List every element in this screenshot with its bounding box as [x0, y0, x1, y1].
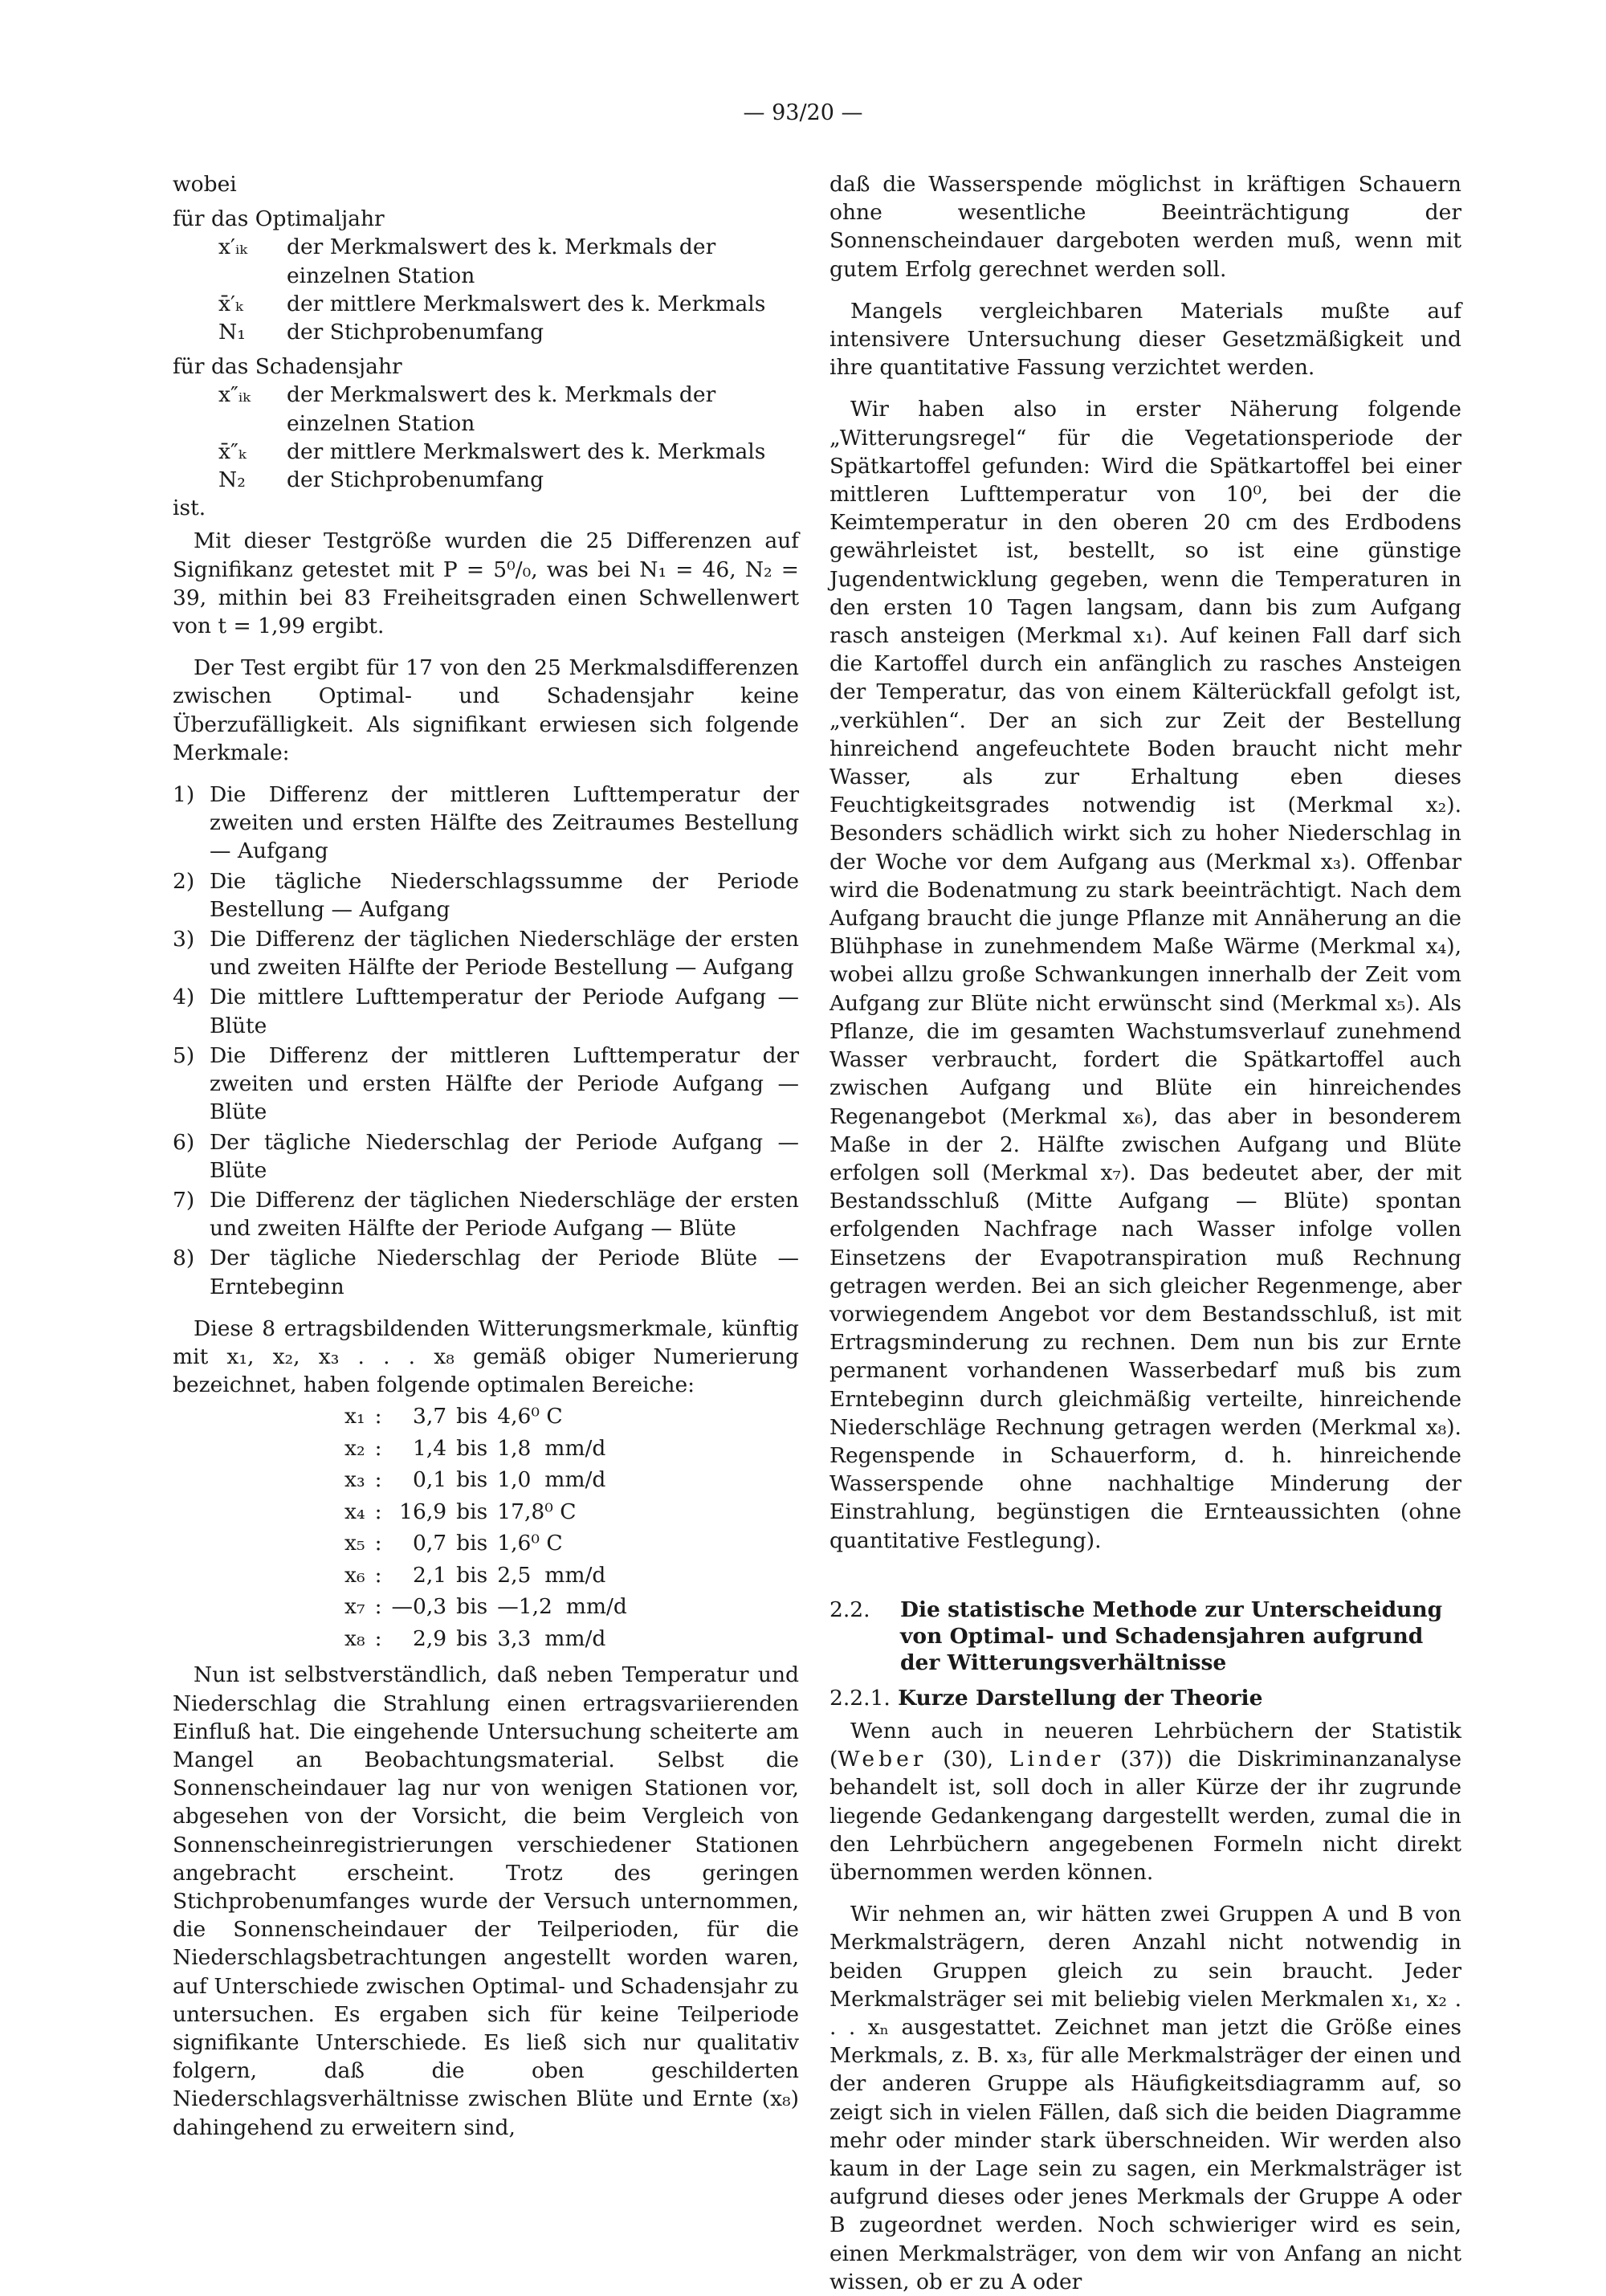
range-variable: x₁	[344, 1404, 365, 1429]
range-variable: x₆	[344, 1562, 365, 1588]
list-item	[173, 1244, 799, 1300]
range-colon: :	[374, 1562, 382, 1588]
range-bis: bis	[456, 1467, 488, 1493]
list-item	[173, 1128, 799, 1185]
definition-text: der Stichprobenumfang	[287, 320, 544, 345]
range-bis: bis	[456, 1499, 488, 1524]
range-to: 3,3 mm/d	[497, 1625, 606, 1651]
list-item	[173, 983, 799, 1039]
range-to: 1,6⁰ C	[497, 1531, 563, 1556]
list-text: Die Differenz der täglichen Niederschläge der ersten und zweiten Hälfte der Periode Bestellung — Aufgang	[210, 927, 799, 981]
range-bis: bis	[456, 1531, 488, 1556]
paragraph-optimal-ranges: Diese 8 ertragsbildenden Witterungsmerkmale, künftig mit x₁, x₂, x₃ . . . x₈ gemäß obiger Numerierung bezeichnet, haben folgende optimalen Bereiche:	[173, 1315, 799, 1398]
range-variable: x₃	[344, 1467, 365, 1493]
damage-definitions	[173, 381, 799, 494]
list-text: Die Differenz der mittleren Lufttemperatur der zweiten und ersten Hälfte des Zeitraumes Bestellung — Aufgang	[210, 782, 799, 864]
ist-text: ist.	[173, 495, 206, 521]
range-colon: :	[374, 1404, 382, 1429]
paragraph-two-groups: Wir nehmen an, wir hätten zwei Gruppen A und B von Merkmalsträgern, deren Anzahl nicht notwendig in beiden Gruppen gleich zu sein braucht. Jeder Merkmalsträger sei mit beliebig vielen Merkmalen x₁, x₂ . . . xₙ ausgestattet. Zeichnet man jetzt die Größe eines Merkmals, z. B. x₃, für alle Merkmalsträger der einen und der anderen Gruppe als Häufigkeitsdiagramm auf, so zeigt sich in vielen Fällen, daß sich die beiden Diagramme mehr oder minder stark überschneiden. Wir werden also kaum in der Lage sein zu sagen, ein Merkmalsträger ist aufgrund dieses oder jenes Merkmals der Gruppe A oder B zugeordnet werden. Noch schwieriger wird es sein, einen Merkmalsträger, von dem wir von Anfang an nicht wissen, ob er zu A oder	[829, 1902, 1461, 2294]
range-row	[340, 1496, 632, 1528]
range-bis: bis	[456, 1562, 488, 1588]
page-number: — 93/20 —	[743, 100, 863, 125]
range-from: 3,7	[413, 1404, 447, 1429]
list-number: 7)	[173, 1187, 195, 1213]
range-colon: :	[374, 1625, 382, 1651]
list-number: 2)	[173, 868, 195, 894]
range-variable: x₅	[344, 1531, 365, 1556]
range-to: 2,5 mm/d	[497, 1562, 606, 1588]
list-number: 6)	[173, 1129, 195, 1155]
range-colon: :	[374, 1499, 382, 1524]
range-row	[340, 1401, 632, 1433]
left-column	[173, 170, 799, 2142]
list-text: Die mittlere Lufttemperatur der Periode Aufgang — Blüte	[210, 985, 799, 1038]
range-to: 4,6⁰ C	[497, 1404, 563, 1429]
definition-text: der Merkmalswert des k. Merkmals der einzelnen Station	[287, 234, 716, 288]
text-segment: (30),	[927, 1747, 1009, 1772]
subsection-number: 2.2.1.	[829, 1685, 891, 1711]
range-from: 2,9	[413, 1625, 447, 1651]
range-row	[340, 1591, 632, 1623]
paragraph-test-result: Der Test ergibt für 17 von den 25 Merkmalsdifferenzen zwischen Optimal- und Schadensjahr keine Überzufälligkeit. Als signifikant erwiesen sich folgende Merkmale:	[173, 655, 799, 765]
range-variable: x₂	[344, 1435, 365, 1461]
definition-symbol: x̄″ₖ	[218, 438, 247, 464]
section-title: Die statistische Methode zur Unterscheidung von Optimal- und Schadensjahren aufgrund der Witterungsverhältnisse	[900, 1597, 1443, 1675]
range-to: 1,8 mm/d	[497, 1435, 606, 1461]
range-colon: :	[374, 1594, 382, 1620]
definition-symbol: x̄′ₖ	[218, 291, 243, 316]
range-from: 0,1	[413, 1467, 447, 1493]
range-colon: :	[374, 1435, 382, 1461]
author-linder: Linder	[1009, 1747, 1105, 1772]
definition-text: der Stichprobenumfang	[287, 467, 544, 493]
range-row	[340, 1560, 632, 1592]
list-item	[173, 925, 799, 981]
paragraph-theory-intro	[829, 1717, 1461, 1886]
range-from: 1,4	[413, 1435, 447, 1461]
list-item	[173, 781, 799, 866]
subsection-heading	[829, 1684, 1461, 1712]
list-item	[173, 1042, 799, 1127]
list-number: 8)	[173, 1246, 195, 1271]
range-bis: bis	[456, 1625, 488, 1651]
range-to: 1,0 mm/d	[497, 1467, 606, 1493]
optimal-ranges-table	[340, 1401, 632, 1654]
range-row	[340, 1527, 632, 1560]
list-number: 4)	[173, 985, 195, 1010]
range-from: 16,9	[399, 1499, 447, 1524]
definition-symbol: x′ᵢₖ	[218, 234, 247, 260]
subsection-title: Kurze Darstellung der Theorie	[898, 1685, 1263, 1711]
definition-symbol: x″ᵢₖ	[218, 382, 251, 408]
definition-symbol: N₂	[218, 467, 246, 493]
paragraph-lack-of-material: Mangels vergleichbaren Materials mußte auf intensivere Untersuchung dieser Gesetzmäßigkeit und ihre quantitative Fassung verzichtet werden.	[829, 298, 1461, 381]
range-bis: bis	[456, 1435, 488, 1461]
range-variable: x₄	[344, 1499, 365, 1524]
list-number: 5)	[173, 1042, 195, 1068]
section-heading	[829, 1597, 1461, 1676]
range-to: 17,8⁰ C	[497, 1499, 577, 1524]
definition-row	[218, 290, 799, 318]
definition-row	[218, 318, 799, 346]
text-segment: Wenn auch in neueren Lehrbüchern der Statistik (	[829, 1718, 1461, 1772]
paragraph-weather-rule: Wir haben also in erster Näherung folgende „Witterungsregel“ für die Vegetationsperiode der Spätkartoffel gefunden: Wird die Spätkartoffel bei einer mittleren Lufttemperatur von 10⁰, bei der die Keimtemperatur in den oberen 20 cm des Erdbodens gewährleistet ist, bestellt, so ist eine günstige Jugendentwicklung gegeben, wenn die Temperaturen in den ersten 10 Tagen langsam, dann bis zum Aufgang rasch ansteigen (Merkmal x₁). Auf keinen Fall darf sich die Kartoffel durch ein anfänglich zu rasches Ansteigen der Temperatur, das von einem Kälterückfall gefolgt ist, „verkühlen“. Der an sich zur Zeit der Bestellung hinreichend angefeuchtete Boden braucht nicht mehr Wasser, als zur Erhaltung eben dieses Feuchtigkeitsgrades notwendig ist (Merkmal x₂). Besonders schädlich wirkt sich zu hoher Niederschlag in der Woche vor dem Aufgang aus (Merkmal x₃). Offenbar wird die Bodenatmung zu stark beeinträchtigt. Nach dem Aufgang braucht die junge Pflanze mit Annäherung an die Blühphase in zunehmendem Maße Wärme (Merkmal x₄), wobei allzu große Schwankungen innerhalb der Zeit vom Aufgang zur Blüte nicht erwünscht sind (Merkmal x₅). Als Pflanze, die im gesamten Wachstumsverlauf zunehmend Wasser verbraucht, fordert die Spätkartoffel auch zwischen Aufgang und Blüte ein hinreichendes Regenangebot (Merkmal x₆), das aber in besonderem Maße in der 2. Hälfte zwischen Aufgang und Blüte erfolgen soll (Merkmal x₇). Das bedeutet aber, der mit Bestandsschluß (Mitte Aufgang — Blüte) spontan erfolgenden Nachfrage nach Wasser infolge vollen Einsetzens der Evapotranspiration muß Rechnung getragen werden. Bei an sich gleicher Regenmenge, aber vorwiegendem Angebot vor dem Bestandsschluß, ist mit Ertragsminderung zu rechnen. Dem nun bis zur Ernte permanent vorhandenen Wasserbedarf muß bis zum Erntebeginn durch gleichmäßig verteilte, hinreichende Niederschläge Rechnung getragen werden (Merkmal x₈). Regenspende in Schauerform, d. h. hinreichende Wasserspende ohne nachhaltige Minderung der Einstrahlung, begünstigen die Ernteaussichten (ohne quantitative Festlegung).	[829, 397, 1461, 1553]
paragraph-radiation: Nun ist selbstverständlich, daß neben Temperatur und Niederschlag die Strahlung einen ertragsvariierenden Einfluß hat. Die eingehende Untersuchung scheiterte am Mangel an Beobachtungsmaterial. Selbst die Sonnenscheindauer lag nur von wenigen Stationen vor, abgesehen von der Vorsicht, die beim Vergleich von Sonnenscheinregistrierungen verschiedener Stationen angebracht erscheint. Trotz des geringen Stichprobenumfanges wurde der Versuch unternommen, die Sonnenscheindauer der Teilperioden, für die Niederschlagsbetrachtungen angestellt worden waren, auf Unterschiede zwischen Optimal- und Schadensjahr zu untersuchen. Es ergaben sich für keine Teilperiode signifikante Unterschiede. Es ließ sich nur qualitativ folgern, daß die oben geschilderten Niederschlagsverhältnisse zwischen Blüte und Ernte (x₈) dahingehend zu erweitern sind,	[173, 1662, 799, 2140]
definition-row	[218, 466, 799, 494]
definition-symbol: N₁	[218, 320, 246, 345]
list-item	[173, 867, 799, 924]
paragraph-test-size: Mit dieser Testgröße wurden die 25 Differenzen auf Signifikanz getestet mit P = 5⁰/₀, was bei N₁ = 46, N₂ = 39, mithin bei 83 Freiheitsgraden einen Schwellenwert von t = 1,99 ergibt.	[173, 528, 799, 639]
definition-text: der mittlere Merkmalswert des k. Merkmals	[287, 438, 766, 464]
damage-year-label: für das Schadensjahr	[173, 354, 402, 380]
list-text: Die Differenz der mittleren Lufttemperatur der zweiten und ersten Hälfte der Periode Aufgang — Blüte	[210, 1042, 799, 1125]
optimal-year-label: für das Optimaljahr	[173, 206, 385, 232]
range-from: 2,1	[413, 1562, 447, 1588]
range-bis: bis	[456, 1404, 488, 1429]
list-number: 1)	[173, 782, 195, 808]
range-colon: :	[374, 1467, 382, 1493]
optimal-definitions	[173, 233, 799, 346]
range-variable: x₇	[344, 1594, 365, 1620]
list-item	[173, 1186, 799, 1242]
list-text: Die tägliche Niederschlagssumme der Periode Bestellung — Aufgang	[210, 868, 799, 922]
right-column	[829, 170, 1461, 2296]
range-bis: bis	[456, 1594, 488, 1620]
text-segment: (37)) die Diskriminanzanalyse behandelt ist, soll doch in aller Kürze der ihr zugrunde liegende Gedankengang dargestellt werden, zumal die in den Lehrbüchern angegebenen Formeln nicht direkt übernommen werden können.	[829, 1747, 1462, 1885]
range-from: 0,7	[413, 1531, 447, 1556]
list-text: Die Differenz der täglichen Niederschläge der ersten und zweiten Hälfte der Periode Aufgang — Blüte	[210, 1187, 799, 1242]
range-row	[340, 1623, 632, 1655]
range-row	[340, 1464, 632, 1496]
author-weber: Weber	[838, 1747, 927, 1772]
section-number: 2.2.	[829, 1597, 870, 1622]
list-text: Der tägliche Niederschlag der Periode Blüte — Erntebeginn	[210, 1246, 799, 1299]
list-number: 3)	[173, 927, 195, 952]
definition-text: der mittlere Merkmalswert des k. Merkmals	[287, 291, 766, 316]
list-text: Der tägliche Niederschlag der Periode Aufgang — Blüte	[210, 1129, 799, 1183]
range-to: —1,2 mm/d	[497, 1594, 627, 1620]
paragraph-water-supply: daß die Wasserspende möglichst in kräftigen Schauern ohne wesentliche Beeinträchtigung der Sonnenscheindauer dargeboten werden muß, wenn mit gutem Erfolg gerechnet werden soll.	[829, 172, 1461, 282]
definition-row	[218, 233, 799, 289]
definition-row	[218, 438, 799, 466]
range-variable: x₈	[344, 1625, 365, 1651]
definition-row	[218, 381, 799, 437]
wobei-text: wobei	[173, 172, 237, 197]
range-colon: :	[374, 1531, 382, 1556]
definition-text: der Merkmalswert des k. Merkmals der einzelnen Station	[287, 382, 716, 436]
range-from: —0,3	[391, 1594, 447, 1620]
significant-features-list	[173, 781, 799, 1301]
range-row	[340, 1433, 632, 1465]
